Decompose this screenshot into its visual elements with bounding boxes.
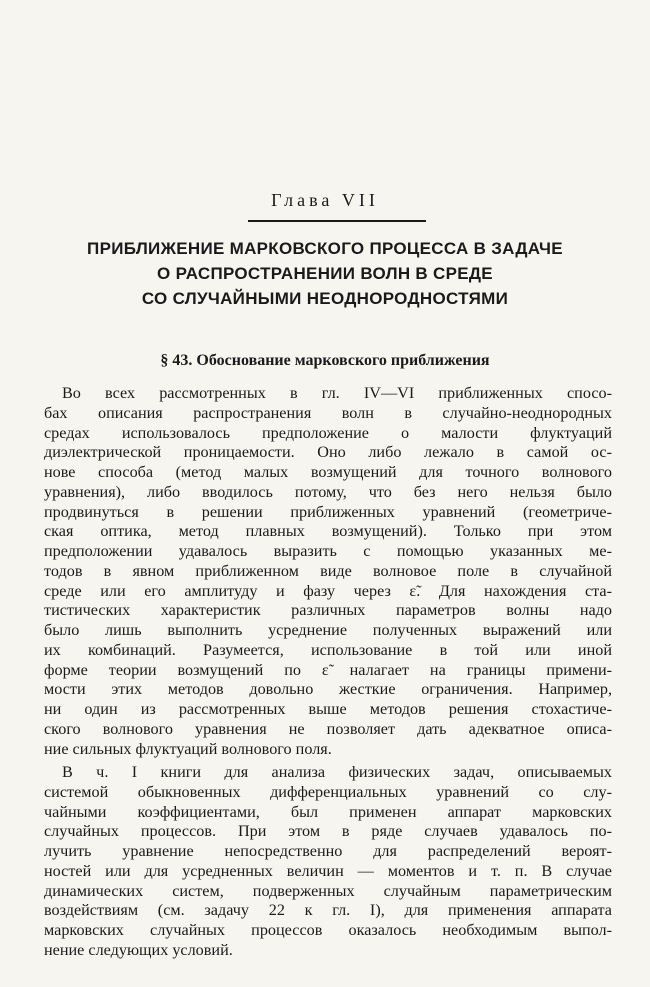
- text-line: случайных процессов. При этом в ряде случаев удавалось по-: [44, 822, 612, 841]
- text-line: лучить уравнение непосредственно для распределений вероят-: [44, 842, 612, 860]
- chapter-underline: [248, 220, 426, 222]
- chapter-title: [30, 236, 620, 311]
- text-line: Во всех рассмотренных в гл. IV—VI приближенных спосо-: [62, 384, 612, 402]
- text-line: нове способа (метод малых возмущений для точного волнового: [44, 463, 612, 481]
- text-line: уравнения), либо вводилось потому, что без него нельзя было: [44, 482, 612, 501]
- text-line: средах использовалось предположение о малости флуктуаций: [44, 423, 612, 442]
- text-line: тистических характеристик различных параметров волны надо: [44, 601, 612, 620]
- text-line: чайными коэффициентами, был применен аппарат марковских: [44, 802, 612, 821]
- chapter-title-line: ПРИБЛИЖЕНИЕ МАРКОВСКОГО ПРОЦЕССА В ЗАДАЧЕ: [87, 239, 563, 258]
- text-line: системой обыкновенных дифференциальных уравнений со слу-: [44, 782, 612, 801]
- text-line: В ч. I книги для анализа физических задач, описываемых: [62, 763, 612, 781]
- text-line: тодов в явном приближенном виде волновое поле в случайной: [44, 561, 612, 580]
- text-line: предположении удавалось выразить с помощью указанных ме-: [44, 542, 612, 560]
- text-line: среде или его амплитуду и фазу через ε̃. Для нахождения ста-: [44, 581, 612, 600]
- text-line: марковских случайных процессов оказалось необходимым выпол-: [44, 921, 612, 939]
- chapter-title-line: О РАСПРОСТРАНЕНИИ ВОЛН В СРЕДЕ: [157, 264, 493, 283]
- text-line: ского волнового уравнения не позволяет дать адекватное описа-: [44, 719, 612, 738]
- section-heading: § 43. Обоснование марковского приближения: [160, 352, 490, 369]
- text-line: бах описания распространения волн в случайно-неоднородных: [44, 403, 612, 422]
- paragraph-1: [44, 384, 612, 759]
- text-line: форме теории возмущений по ε̃ налагает на границы примени-: [44, 660, 612, 679]
- text-line: диэлектрической проницаемости. Оно либо лежало в самой ос-: [44, 443, 612, 462]
- text-line: продвинуться в решении приближенных уравнений (геометриче-: [44, 502, 612, 521]
- paragraph-2: [44, 763, 612, 961]
- text-line: мости этих методов довольно жесткие ограничения. Например,: [44, 680, 612, 699]
- text-line: нение следующих условий.: [44, 940, 233, 959]
- chapter-title-line: СО СЛУЧАЙНЫМИ НЕОДНОРОДНОСТЯМИ: [141, 289, 509, 308]
- text-line: ние сильных флуктуаций волнового поля.: [44, 739, 332, 758]
- chapter-label: Глава VII: [271, 190, 379, 210]
- text-line: ни один из рассмотренных выше методов решения стохастиче-: [44, 700, 612, 718]
- text-line: было лишь выполнить усреднение полученных выражений или: [44, 621, 612, 639]
- text-line: их комбинаций. Разумеется, использование в той или иной: [44, 640, 612, 659]
- text-line: воздействиям (см. задачу 22 к гл. I), для применения аппарата: [44, 901, 612, 920]
- text-line: динамических систем, подверженных случайным параметрическим: [44, 881, 612, 900]
- text-line: ская оптика, метод плавных возмущений). Только при этом: [44, 522, 612, 541]
- text-line: ностей или для усредненных величин — моментов и т. п. В случае: [44, 861, 612, 880]
